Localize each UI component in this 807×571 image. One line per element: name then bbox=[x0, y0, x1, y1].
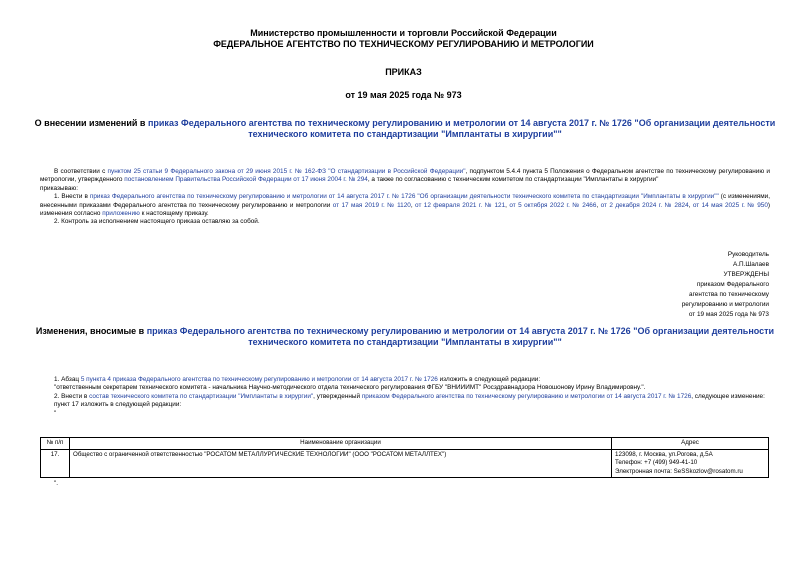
item-1-text-3: ) изменения согласно bbox=[40, 201, 771, 218]
change-1-quote: "ответственным секретарем технического комитета - начальника Научно-методического отдела технического регулирования ФГБУ "ВНИИИМТ" Росздравнадзора Новошонову Ирину Владимировну.". bbox=[54, 384, 646, 392]
changes-title-prefix: Изменения, вносимые в bbox=[35, 326, 145, 336]
col-addr-header: Адрес bbox=[612, 438, 769, 450]
change-2-text-2: , утвержденный bbox=[313, 392, 361, 400]
item-1-order-link[interactable]: приказ Федерального агентства по техническому регулированию и метрологии от 14 августа 2017 г. № 1726 "Об организации деятельности технического комитета по стандартизации "Имплантаты в хирургии"" bbox=[89, 193, 719, 201]
col-num-header: № п/п bbox=[41, 438, 70, 450]
row-org: Общество с ограниченной ответственностью "РОСАТОМ МЕТАЛЛУРГИЧЕСКИЕ ТЕХНОЛОГИИ" (ООО "РОСАТОМ МЕТАЛЛТЕХ") bbox=[70, 449, 612, 478]
change-1-paragraph-link[interactable]: 5 пункта 4 приказа Федерального агентства по техническому регулированию и метрологии от 14 августа 2017 г. № 1726 bbox=[80, 376, 438, 383]
government-decree-link[interactable]: постановлением Правительства Российской Федерации от 17 июня 2004 г. № 294 bbox=[124, 176, 368, 184]
amendment-link-2021[interactable]: от 12 февраля 2021 г. № 121 bbox=[415, 201, 506, 209]
ministry-name: Министерство промышленности и торговли Российской Федерации bbox=[250, 28, 557, 38]
table-row bbox=[41, 449, 769, 478]
amendment-link-2019[interactable]: от 17 мая 2019 г. № 1120 bbox=[332, 201, 411, 209]
change-1-text-1: 1. Абзац bbox=[54, 376, 80, 383]
committee-composition-link[interactable]: состав технического комитета по стандартизации "Имплантаты в хирургии" bbox=[89, 392, 314, 400]
row-num: 17. bbox=[41, 449, 70, 478]
approval-line-3: агентства по техническому bbox=[689, 291, 769, 298]
signer-name: А.П.Шалаев bbox=[732, 261, 769, 268]
title-order-link[interactable]: приказ Федерального агентства по техническому регулированию и метрологии от 14 августа 2017 г. № 1726 "Об организации деятельности технического комитета по стандартизации "Имплантаты в хирургии"" bbox=[147, 118, 776, 139]
appendix-link[interactable]: приложению bbox=[102, 210, 140, 218]
close-quote: ". bbox=[54, 480, 59, 487]
approval-line-1: УТВЕРЖДЕНЫ bbox=[723, 271, 769, 278]
document-date: от 19 мая 2025 года № 973 bbox=[345, 90, 462, 100]
change-2-text-1: 2. Внести в bbox=[54, 392, 88, 400]
amendment-link-2022[interactable]: от 5 октября 2022 г. № 2466 bbox=[509, 201, 597, 209]
amendment-link-2024[interactable]: от 2 декабря 2024 г. № 2824 bbox=[600, 201, 689, 209]
item-1-text-4: к настоящему приказу. bbox=[139, 210, 209, 218]
signer-role: Руководитель bbox=[727, 251, 769, 258]
change-2 bbox=[40, 393, 770, 401]
preamble-text-2: , подпунктом 5.4.4 пункта 5 Положения о Федеральном агентстве по техническому регулированию и метрологии, утвержденного bbox=[40, 168, 770, 184]
organizations-table bbox=[40, 437, 769, 478]
item-2: 2. Контроль за исполнением настоящего приказа оставляю за собой. bbox=[54, 218, 260, 226]
row-addr bbox=[612, 449, 769, 478]
item-1-text-1: 1. Внести в bbox=[54, 193, 88, 201]
approval-line-2: приказом Федерального bbox=[696, 281, 769, 288]
change-1-text-2: изложить в следующей редакции: bbox=[437, 376, 541, 383]
federal-law-link[interactable]: пунктом 25 статьи 9 Федерального закона от 29 июня 2015 г. № 162-ФЗ "О стандартизации в Российской Федерации" bbox=[107, 168, 466, 175]
preamble-text-3: , а также по согласованию с техническим комитетом по стандартизации "Имплантаты в хирургии" bbox=[367, 176, 659, 184]
changes-title bbox=[30, 326, 780, 348]
order-title bbox=[30, 118, 780, 140]
approval-line-4: регулированию и метрологии bbox=[681, 301, 769, 308]
col-org-header: Наименование организации bbox=[70, 438, 612, 450]
order-word: приказываю: bbox=[40, 184, 78, 192]
document-type: ПРИКАЗ bbox=[385, 67, 422, 77]
amendment-link-2025[interactable]: от 14 мая 2025 г. № 950 bbox=[692, 201, 768, 209]
change-2-order-link[interactable]: приказом Федерального агентства по техническому регулированию и метрологии от 14 августа 2017 г. № 1726 bbox=[361, 392, 692, 400]
preamble bbox=[40, 168, 770, 227]
change-2-sub: пункт 17 изложить в следующей редакции: bbox=[54, 401, 182, 409]
email-line: Электронная почта: SeSSkozlov@rosatom.ru bbox=[615, 467, 743, 475]
preamble-text-1: В соответствии с bbox=[54, 168, 106, 175]
changes-title-order-link[interactable]: приказ Федерального агентства по техническому регулированию и метрологии от 14 августа 2017 г. № 1726 "Об организации деятельности технического комитета по стандартизации "Имплантаты в хирургии"" bbox=[146, 326, 775, 347]
agency-name: ФЕДЕРАЛЬНОЕ АГЕНТСТВО ПО ТЕХНИЧЕСКОМУ РЕГУЛИРОВАНИЮ И МЕТРОЛОГИИ bbox=[213, 39, 594, 49]
phone-line: Телефон: +7 (499) 949-41-10 bbox=[615, 459, 698, 466]
closing-block bbox=[40, 480, 770, 488]
address-line: 123098, г. Москва, ул.Рогова, д.5А bbox=[615, 450, 713, 458]
change-2-text-3: , следующее изменение: bbox=[691, 392, 765, 400]
item-1-text-2: (с изменениями, внесенными приказами Федерального агентства по техническому регулированию и метрологии bbox=[40, 193, 770, 209]
change-1 bbox=[40, 376, 770, 384]
title-prefix: О внесении изменений в bbox=[34, 118, 146, 128]
open-quote: " bbox=[54, 409, 57, 417]
table-header-row bbox=[41, 438, 769, 450]
approval-line-5: от 19 мая 2025 года № 973 bbox=[688, 311, 769, 318]
signature-block bbox=[589, 250, 769, 320]
item-1: 1. Внести в приказ Федерального агентства по техническому регулированию и метрологии от 14 августа 2017 г. № 1726 "Об организации деятельности технического комитета по стандартизации "Имплантаты в хирургии"" (с изменениями, внесенными приказами Федерального агентства по техническому регулированию и метрологии от 17 мая 2019 г. № 1120, от 12 февраля 2021 г. № 121, от 5 октября 2022 г. № 2466, от 2 декабря 2024 г. № 2824, от 14 мая 2025 г. № 950) изменения согласно приложению к настоящему приказу. bbox=[40, 193, 771, 218]
changes-body bbox=[40, 376, 770, 418]
